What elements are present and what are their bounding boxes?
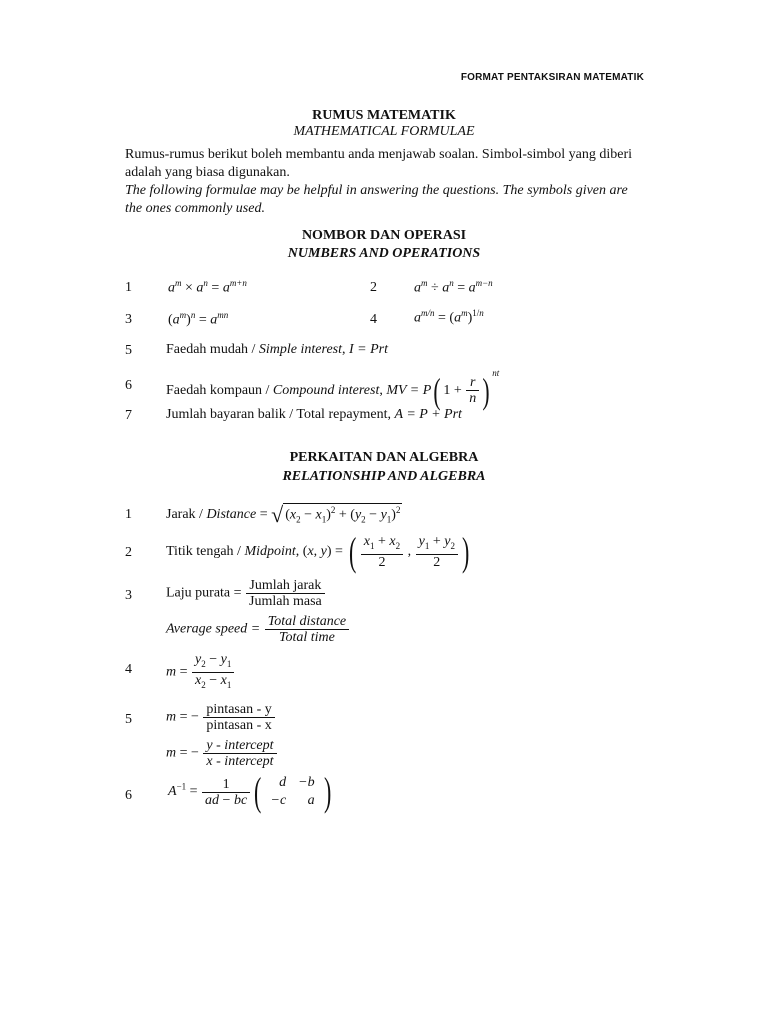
s1-formula-3: $(a^m)^n = a^{mn}$ — [168, 310, 229, 328]
s1-label-en: Simple interest — [258, 342, 342, 357]
s1-formula-4: $a^{m/n} = (a^m)^{1/n}$ — [414, 308, 484, 326]
s2-label: Titik tengah / — [166, 544, 245, 560]
s2-label-en: Distance — [206, 507, 257, 523]
s2-formula-1: Jarak / Distance = √ $(x_2 - x_1)^2 + (y_2 - y_1)^2$ — [166, 502, 401, 527]
fraction-numerator: Jumlah jarak — [246, 578, 325, 594]
fraction-denominator: Total time — [278, 630, 335, 645]
s1-formula-6: Faedah kompaun / Compound interest, MV = P( 1 + $\frac{r}{n}$ ) $^{nt}$ — [166, 368, 500, 411]
section1-subtitle: NUMBERS AND OPERATIONS — [287, 246, 481, 261]
s2-item-number: 5 — [125, 712, 132, 727]
s1-item-number: 4 — [370, 312, 377, 327]
intro-english: The following formulae may be helpful in answering the questions. The symbols given are the ones commonly used. — [125, 183, 628, 216]
fraction-denominator: pintasan - x — [206, 718, 272, 733]
intro-malay: Rumus-rumus berikut boleh membantu anda menjawab soalan. Simbol-simbol yang diberi adalah yang biasa digunakan. — [125, 147, 633, 180]
s1-item-number: 1 — [125, 280, 132, 295]
s2-label: Jarak / — [166, 507, 207, 523]
page-subtitle: MATHEMATICAL FORMULAE — [293, 124, 475, 139]
s2-formula-2: Titik tengah / Midpoint, (x, y) = ( $\frac{x_1 + x_2}{2}$ , $\frac{y_1 + y_2}{2}$ ) — [166, 528, 470, 574]
s1-formula-5: Faedah mudah / Simple interest, I = Prt — [166, 342, 388, 357]
s1-item-number: 6 — [125, 378, 132, 393]
s2-formula-4: m = $\frac{y_2 - y_1}{x_2 - x_1}$ — [166, 652, 235, 693]
s1-formula-text: A = P + Prt — [394, 407, 462, 422]
s2-label-en: Average speed = — [166, 621, 261, 637]
s1-formula-text: I = Prt — [349, 342, 388, 357]
s2-label: Laju purata = — [166, 585, 242, 601]
s2-item-number: 6 — [125, 788, 132, 803]
s2-item-number: 4 — [125, 662, 132, 677]
section1-title: NOMBOR DAN OPERASI — [301, 228, 467, 243]
s2-formula-3b — [166, 614, 350, 645]
s2-label-en: Midpoint — [244, 544, 296, 560]
s1-label-en: Compound interest — [272, 383, 380, 398]
s1-formula-7 — [166, 407, 462, 423]
fraction-numerator: Total distance — [265, 614, 349, 630]
s1-item-number: 3 — [125, 312, 132, 327]
s1-label: Faedah kompaun / — [166, 383, 273, 398]
s1-label: Faedah mudah / — [166, 342, 259, 357]
page-title: RUMUS MATEMATIK — [312, 108, 456, 123]
s1-item-number: 7 — [125, 408, 132, 423]
s2-item-number: 3 — [125, 588, 132, 603]
s1-formula-text: MV = P — [386, 383, 432, 398]
s1-formula-1: $a^m \times a^n = a^{m+n}$ — [168, 278, 247, 296]
s2-formula-6: $A^{-1}$ = $\frac{1}{ad - bc}$ ( d −b −c a ) — [168, 769, 331, 814]
section2-subtitle: RELATIONSHIP AND ALGEBRA — [282, 469, 486, 484]
s2-formula-5a: m = − $\frac{\text{pintasan - y}}{\text{pintasan - x}}$ — [166, 702, 276, 733]
s1-item-number: 2 — [370, 280, 377, 295]
fraction-numerator: pintasan - y — [203, 702, 274, 718]
s1-item-number: 5 — [125, 343, 132, 358]
fraction-denominator: Jumlah masa — [249, 594, 322, 609]
s1-label: Jumlah bayaran balik / Total repayment, — [166, 407, 392, 422]
s2-item-number: 2 — [125, 545, 132, 560]
page-header: FORMAT PENTAKSIRAN MATEMATIK — [460, 72, 644, 83]
s1-formula-2: $a^m \div a^n = a^{m-n}$ — [414, 278, 493, 296]
fraction-denominator: x - intercept — [206, 754, 274, 769]
section2-title: PERKAITAN DAN ALGEBRA — [289, 450, 479, 465]
s2-item-number: 1 — [125, 507, 132, 522]
fraction-numerator: y - intercept — [203, 738, 276, 754]
s2-formula-3a — [166, 578, 326, 609]
s2-formula-5b: m = − $\frac{\text{y - intercept}}{\text{x - intercept}}$ — [166, 738, 278, 769]
